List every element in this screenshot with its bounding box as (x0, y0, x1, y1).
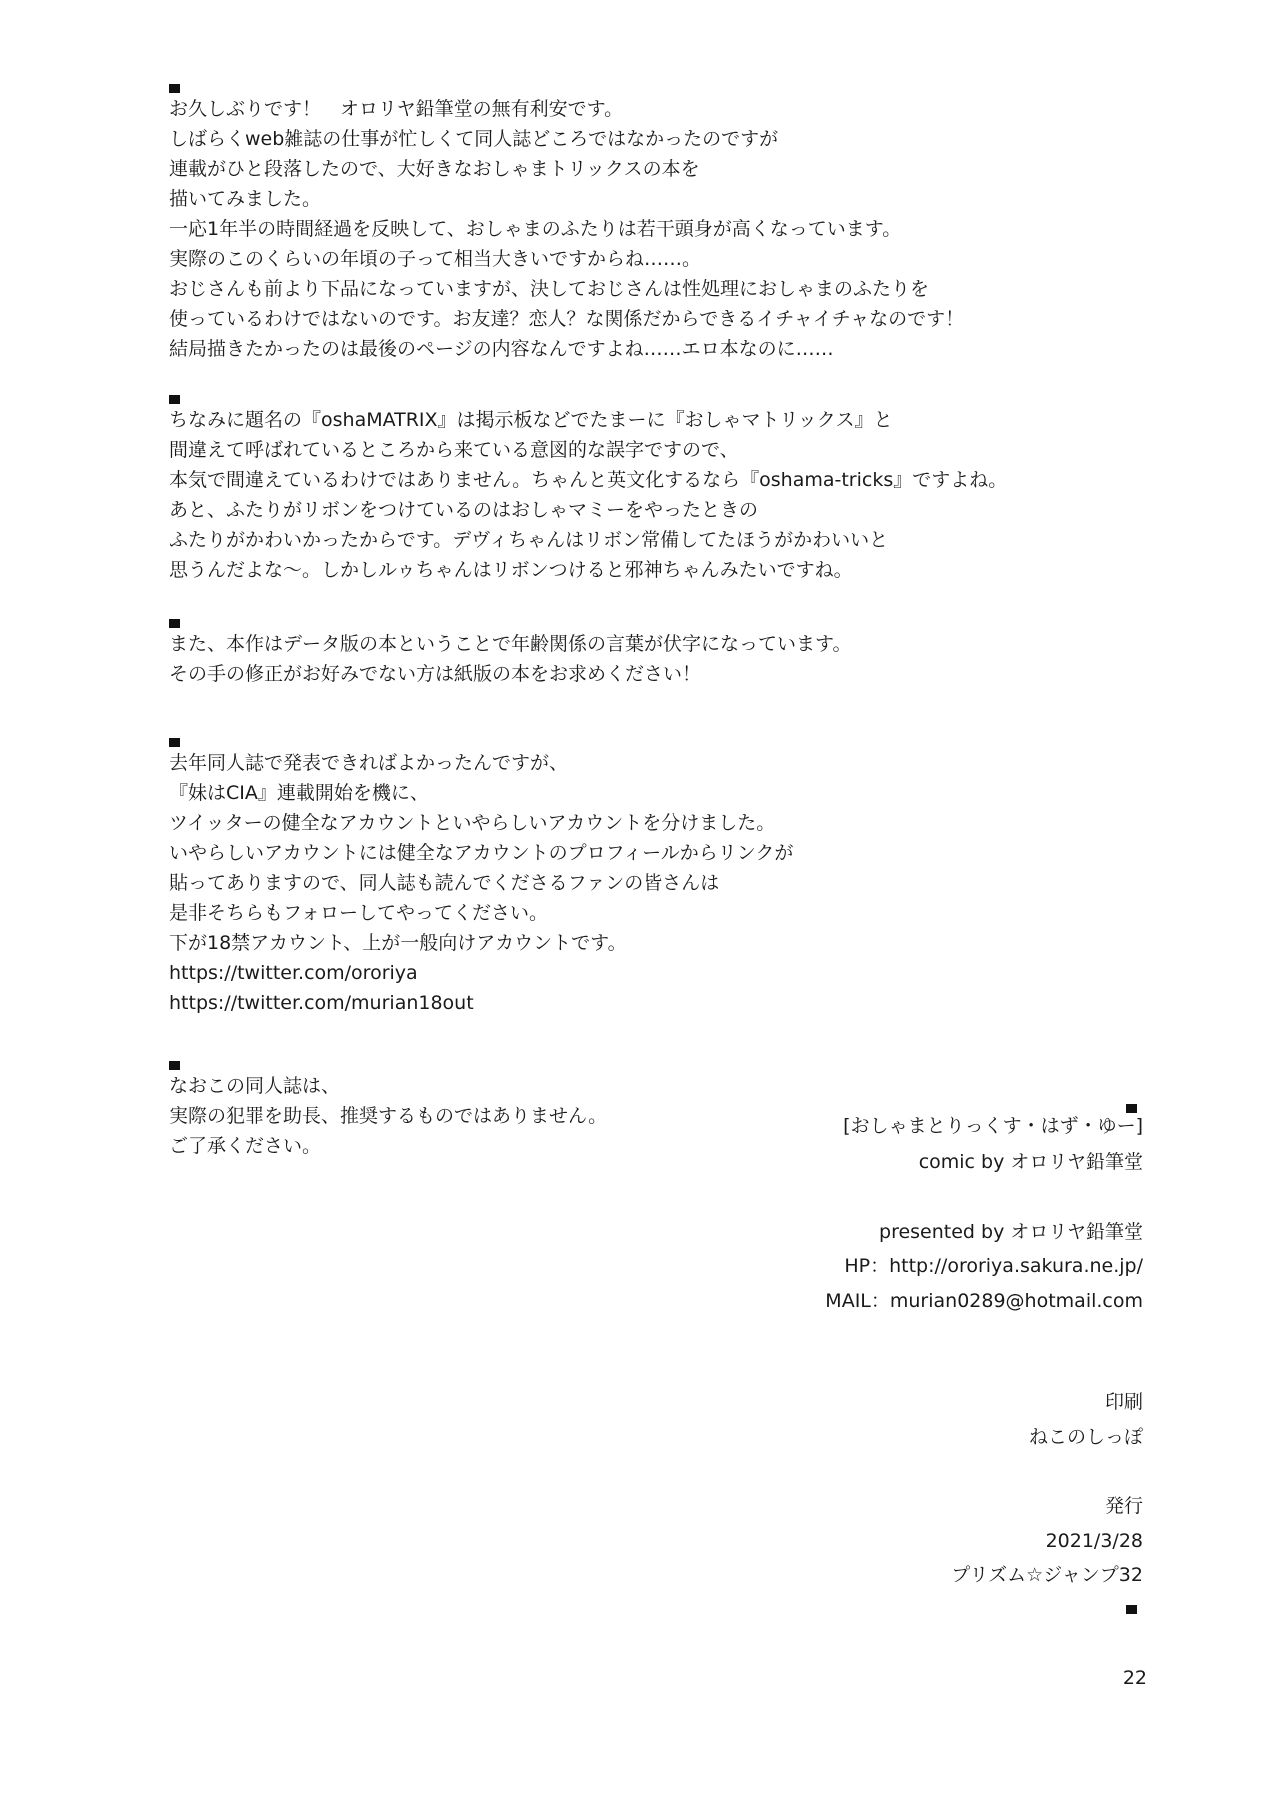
section-marker (169, 1061, 180, 1070)
section-marker (169, 395, 180, 404)
text-block-disclaimer (169, 1057, 607, 1161)
text-line: しばらくweb雑誌の仕事が忙しくて同人誌どころではなかったのですが (169, 128, 779, 150)
colophon-print-label: 印刷 (1104, 1391, 1143, 1413)
text-line: 一応1年半の時間経過を反映して、おしゃまのふたりは若干頭身が高くなっています。 (169, 218, 902, 240)
text-line: ツイッターの健全なアカウントといやらしいアカウントを分けました。 (169, 812, 776, 834)
text-line: 使っているわけではないのです。お友達？恋人？な関係だからできるイチャイチャなのです！ (169, 308, 965, 330)
text-line: https://twitter.com/murian18out (169, 992, 474, 1014)
colophon-printer: ねこのしっぽ (1028, 1426, 1143, 1448)
text-line: 実際の犯罪を助長、推奨するものではありません。 (169, 1105, 608, 1127)
colophon-mail: MAIL：murian0289@hotmail.com (825, 1290, 1143, 1312)
text-line: 本気で間違えているわけではありません。ちゃんと英文化するなら『oshama-tricks』ですよね。 (169, 469, 1008, 491)
text-block-twitter-note (169, 734, 793, 1018)
text-line: その手の修正がお好みでない方は紙版の本をお求めください！ (169, 663, 702, 685)
text-line: 下が18禁アカウント、上が一般向けアカウントです。 (169, 932, 627, 954)
section-marker (1126, 1605, 1137, 1614)
text-line: ふたりがかわいかったからです。デヴィちゃんはリボン常備してたほうがかわいいと (169, 529, 889, 551)
text-line: ちなみに題名の『oshaMATRIX』は掲示板などでたまーに『おしゃマトリックス』と (169, 409, 893, 431)
text-line: なおこの同人誌は、 (169, 1075, 341, 1097)
colophon-publish-label: 発行 (1104, 1495, 1143, 1517)
text-line: 貼ってありますので、同人誌も読んでくださるファンの皆さんは (169, 872, 720, 894)
page-number: 22 (1122, 1667, 1147, 1689)
text-line: 実際のこのくらいの年頃の子って相当大きいですからね……。 (169, 248, 702, 270)
text-line: https://twitter.com/ororiya (169, 962, 418, 984)
text-line: 去年同人誌で発表できればよかったんですが、 (169, 752, 569, 774)
text-line: 描いてみました。 (169, 188, 322, 210)
text-block-title-note (169, 391, 1007, 585)
text-block-greeting (169, 80, 964, 364)
text-line: いやらしいアカウントには健全なアカウントのプロフィールからリンクが (169, 842, 794, 864)
text-block-censorship-note (169, 615, 851, 689)
colophon-homepage: HP：http://ororiya.sakura.ne.jp/ (844, 1255, 1143, 1277)
text-line: 『妹はCIA』連載開始を機に、 (169, 782, 429, 804)
colophon-date: 2021/3/28 (1045, 1530, 1143, 1552)
text-line: 間違えて呼ばれているところから来ている意図的な誤字ですので、 (169, 439, 739, 461)
text-line: 是非そちらもフォローしてやってください。 (169, 902, 549, 924)
colophon-comic-by: comic by オロリヤ鉛筆堂 (918, 1151, 1143, 1173)
text-line: 思うんだよな～。しかしルゥちゃんはリボンつけると邪神ちゃんみたいですね。 (169, 559, 853, 581)
text-line: おじさんも前より下品になっていますが、決しておじさんは性処理におしゃまのふたりを (169, 278, 930, 300)
text-line: また、本作はデータ版の本ということで年齢関係の言葉が伏字になっています。 (169, 633, 852, 655)
colophon-event: プリズム☆ジャンプ32 (951, 1564, 1143, 1586)
colophon-title: [おしゃまとりっくす・はず・ゆー] (843, 1115, 1143, 1137)
text-line: 結局描きたかったのは最後のページの内容なんですよね……エロ本なのに…… (169, 338, 834, 360)
text-line: 連載がひと段落したので、大好きなおしゃまトリックスの本を (169, 158, 700, 180)
text-line: あと、ふたりがリボンをつけているのはおしゃマミーをやったときの (169, 499, 759, 521)
section-marker (169, 84, 180, 93)
text-line: お久しぶりです！ オロリヤ鉛筆堂の無有利安です。 (169, 98, 624, 120)
section-marker (169, 738, 180, 747)
text-line: ご了承ください。 (169, 1135, 322, 1157)
colophon-presented-by: presented by オロリヤ鉛筆堂 (879, 1221, 1143, 1243)
section-marker (169, 619, 180, 628)
